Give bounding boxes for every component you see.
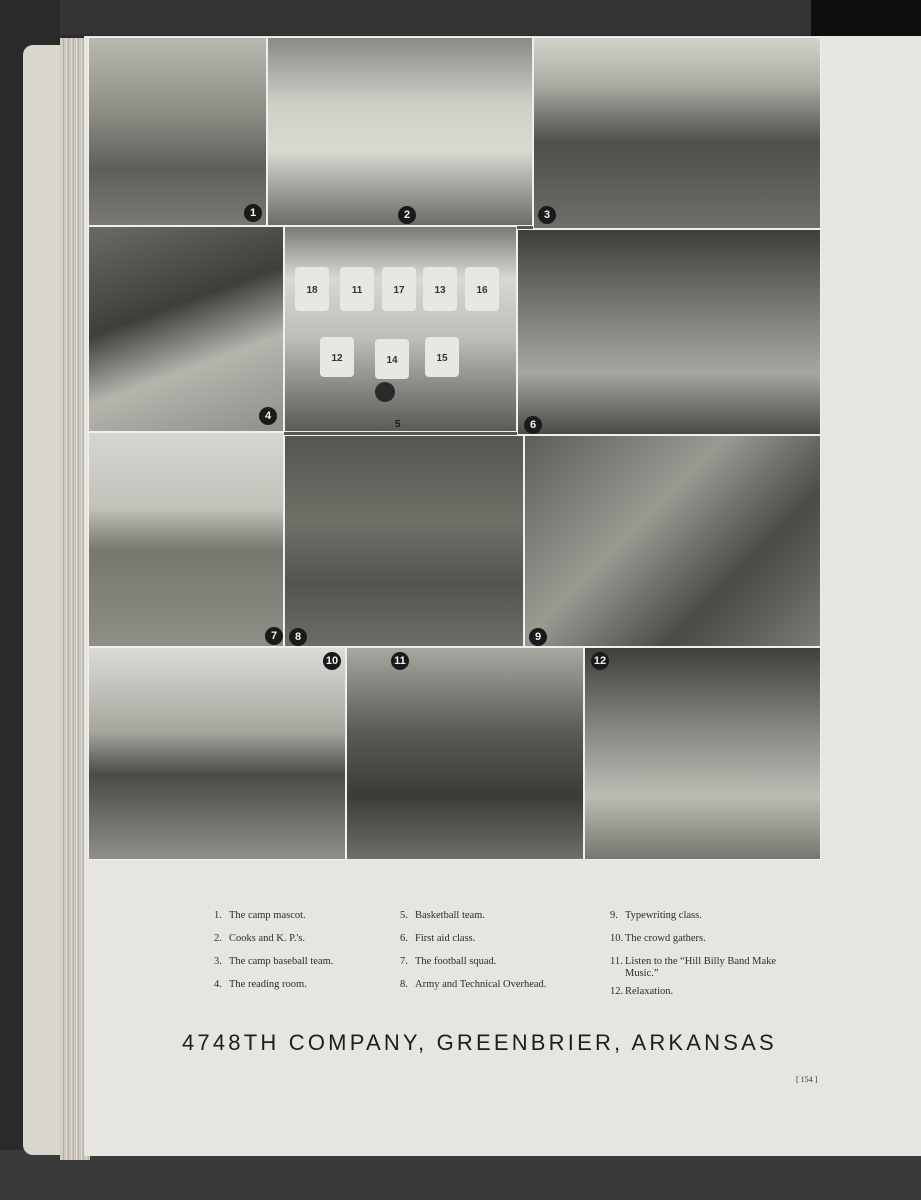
caption-item: 7. The football squad. [400, 956, 497, 967]
photo-football-squad [88, 432, 284, 647]
photo-first-aid-class [517, 229, 821, 435]
photo-number: 9 [529, 628, 547, 646]
jersey-number: 13 [434, 285, 446, 296]
jersey-number: 17 [393, 285, 405, 296]
caption-item: 3. The camp baseball team. [214, 956, 334, 967]
photo-cooks [267, 37, 533, 226]
background-corner [811, 0, 921, 40]
photo-number: 12 [591, 652, 609, 670]
caption-item: 2. Cooks and K. P.'s. [214, 933, 305, 944]
photo-number: 8 [289, 628, 307, 646]
jersey-number: 16 [476, 285, 488, 296]
photo-number: 7 [265, 627, 283, 645]
basketball-icon [375, 382, 395, 402]
photo-basketball-team [284, 226, 517, 432]
photo-number: 6 [524, 416, 542, 434]
caption-item: 1. The camp mascot. [214, 910, 306, 921]
caption-item: 12. Relaxation. [610, 986, 674, 997]
photo-number: 10 [323, 652, 341, 670]
caption-item: 4. The reading room. [214, 979, 307, 990]
caption-item: 6. First aid class. [400, 933, 476, 944]
photo-number: 4 [259, 407, 277, 425]
caption-item: 5. Basketball team. [400, 910, 485, 921]
photo-number: 11 [391, 652, 409, 670]
jersey-number: 11 [351, 285, 363, 296]
jersey-number: 15 [436, 353, 448, 364]
page-number: [ 154 ] [796, 1075, 818, 1084]
photo-number: 1 [244, 204, 262, 222]
photo-number: 5 [395, 419, 401, 430]
photo-typewriting-class [524, 435, 821, 647]
caption-column-3 [610, 910, 810, 1009]
page-title: 4748TH COMPANY, GREENBRIER, ARKANSAS [182, 1030, 777, 1055]
basketball-players [285, 227, 517, 432]
photo-baseball-team [533, 37, 821, 229]
photo-army-overhead [284, 435, 524, 647]
caption-item: 10. The crowd gathers. [610, 933, 706, 944]
jersey-number: 18 [306, 285, 318, 296]
jersey-number: 14 [386, 355, 398, 366]
photo-reading-room [88, 226, 284, 432]
photo-collage [88, 37, 821, 860]
jersey-number: 12 [331, 353, 343, 364]
caption-item: 9. Typewriting class. [610, 910, 702, 921]
photo-number: 2 [398, 206, 416, 224]
caption-item: 8. Army and Technical Overhead. [400, 979, 547, 990]
caption-item: 11. Listen to the “Hill Billy Band Make Music.” [610, 956, 777, 979]
photo-hill-billy-band [346, 647, 584, 860]
photo-camp-mascot [88, 37, 267, 226]
background-top [0, 0, 921, 35]
photo-number: 3 [538, 206, 556, 224]
photo-crowd-gathers [88, 647, 346, 860]
background-bottom [0, 1150, 921, 1200]
caption-column-1 [214, 910, 394, 1002]
caption-column-2 [400, 910, 600, 1002]
photo-relaxation [584, 647, 821, 860]
